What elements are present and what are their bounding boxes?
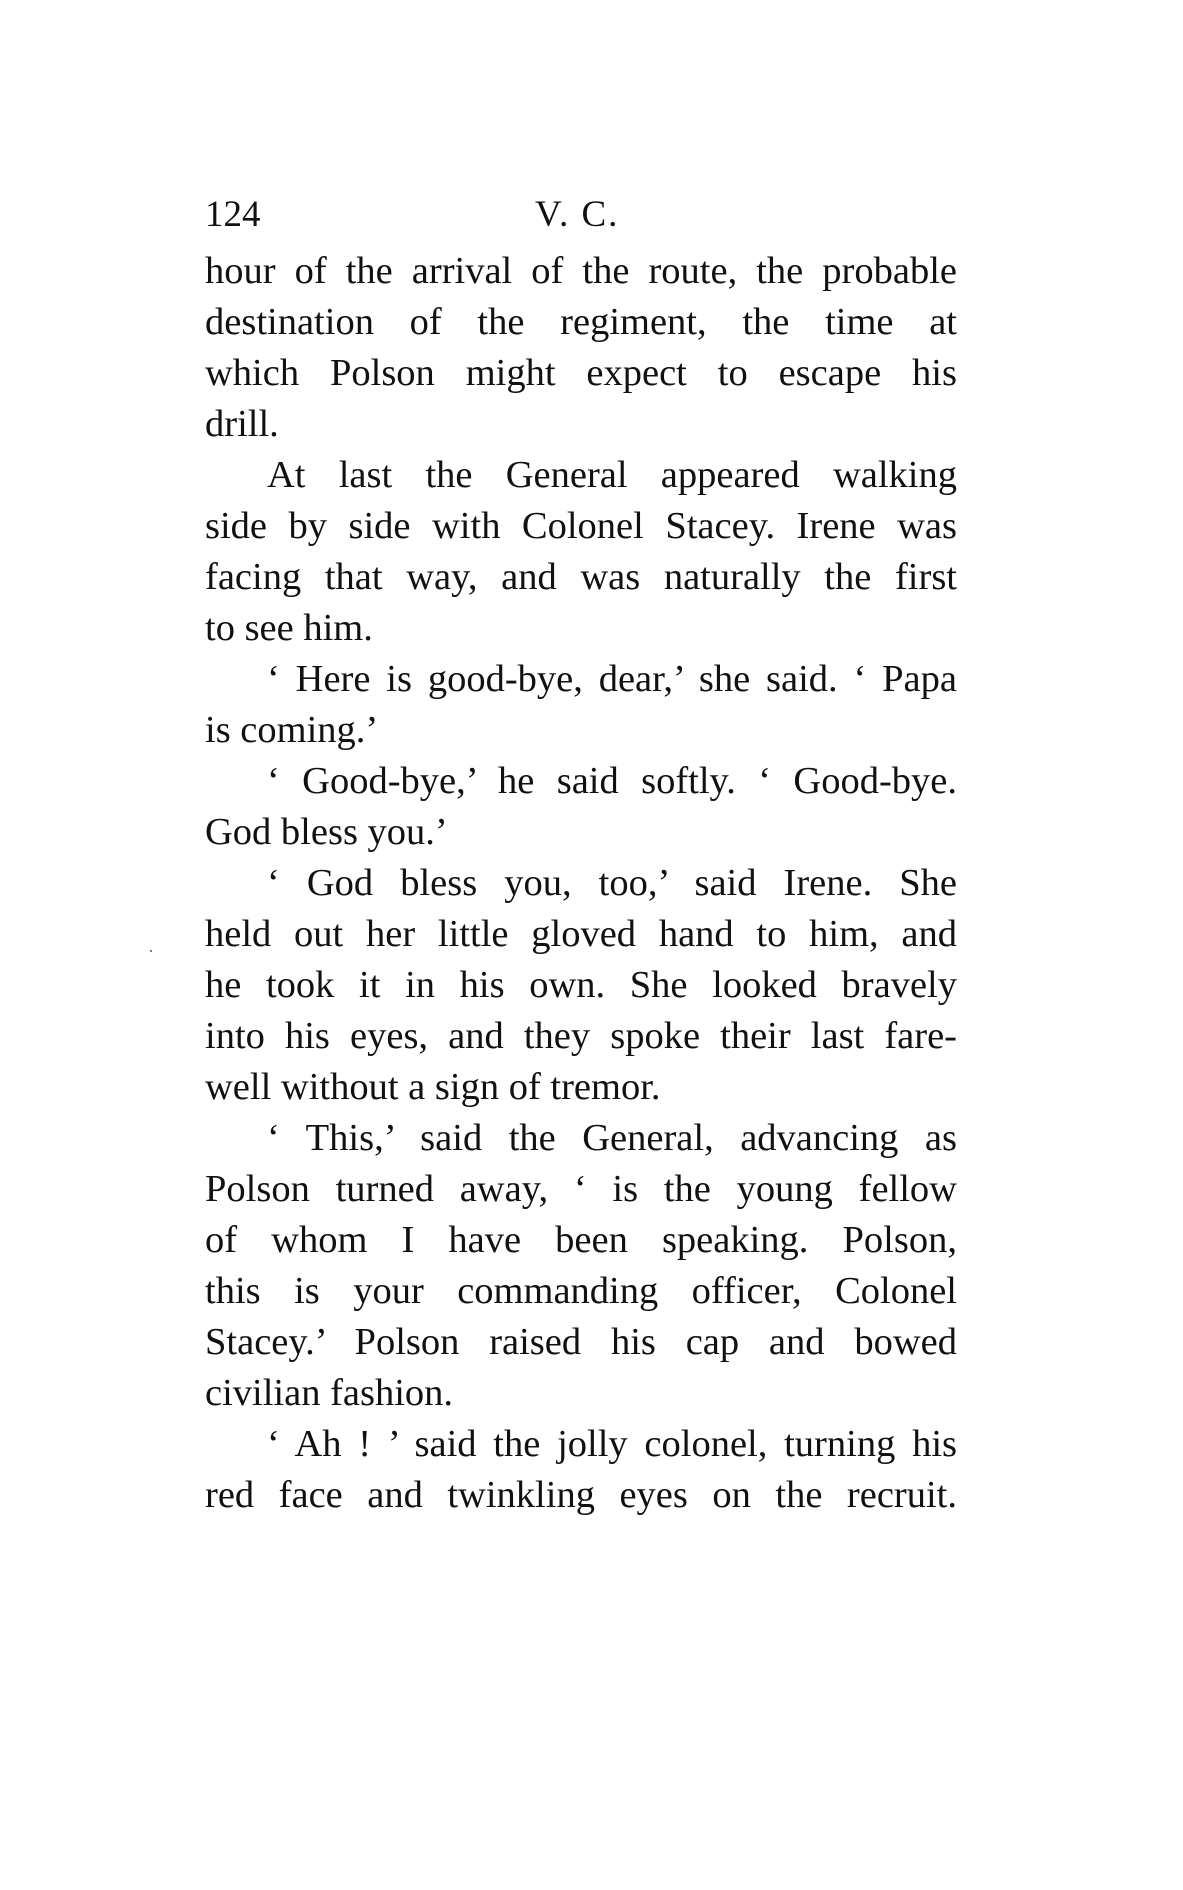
text-line: God bless you.’: [205, 811, 448, 853]
text-line: of whom I have been speaking. Polson,: [205, 1219, 957, 1261]
text-line: to see him.: [205, 607, 373, 649]
text-line: held out her little gloved hand to him, and: [205, 913, 957, 955]
text-line: into his eyes, and they spoke their last fare-: [205, 1015, 957, 1057]
text-line: facing that way, and was naturally the first: [205, 556, 957, 598]
text-line: ‘ Ah ! ’ said the jolly colonel, turning his: [267, 1423, 957, 1465]
text-line: destination of the regiment, the time at: [205, 301, 957, 343]
text-line: Polson turned away, ‘ is the young fellow: [205, 1168, 957, 1210]
text-line: ‘ Good-bye,’ he said softly. ‘ Good-bye.: [267, 760, 957, 802]
text-line: At last the General appeared walking: [267, 454, 957, 496]
page-number: 124: [205, 194, 261, 235]
book-page: [205, 188, 957, 1521]
text-line: red face and twinkling eyes on the recruit.: [205, 1474, 957, 1516]
body-text: [205, 246, 957, 1521]
text-line: well without a sign of tremor.: [205, 1066, 661, 1108]
text-line: side by side with Colonel Stacey. Irene was: [205, 505, 957, 547]
scan-speck: [150, 950, 152, 952]
text-line: ‘ This,’ said the General, advancing as: [267, 1117, 957, 1159]
running-title: V. C.: [535, 194, 620, 235]
text-line: this is your commanding officer, Colonel: [205, 1270, 957, 1312]
text-line: ‘ Here is good-bye, dear,’ she said. ‘ Papa: [267, 658, 957, 700]
text-line: he took it in his own. She looked bravely: [205, 964, 957, 1006]
text-line: hour of the arrival of the route, the probable: [205, 250, 957, 292]
text-line: drill.: [205, 403, 279, 445]
text-line: which Polson might expect to escape his: [205, 352, 957, 394]
text-line: Stacey.’ Polson raised his cap and bowed: [205, 1321, 957, 1363]
text-line: is coming.’: [205, 709, 379, 751]
text-line: civilian fashion.: [205, 1372, 454, 1414]
text-line: ‘ God bless you, too,’ said Irene. She: [267, 862, 957, 904]
page-header: [205, 188, 957, 242]
